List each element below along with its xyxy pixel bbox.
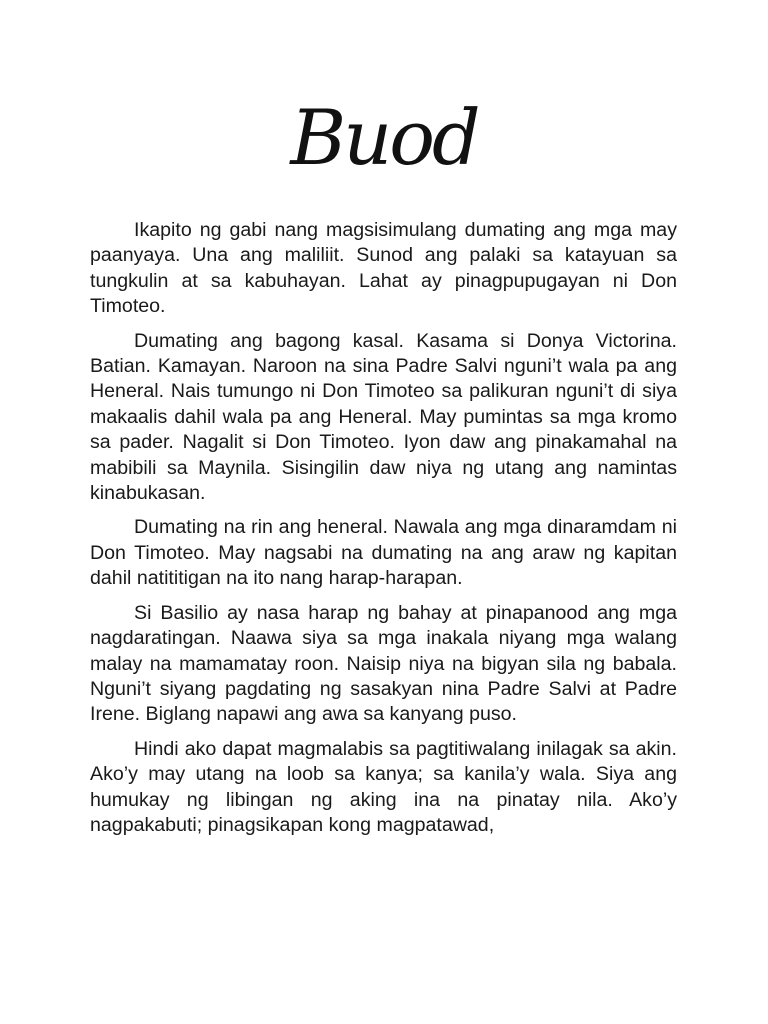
paragraph: Dumating na rin ang heneral. Nawala ang mga dinaramdam ni Don Timoteo. May nagsabi na dumating na ang araw ng kapitan dahil natititigan na ito nang harap-harapan. [90,516,677,590]
body-text [90,218,677,847]
paragraph: Si Basilio ay nasa harap ng bahay at pinapanood ang mga nagdaratingan. Naawa siya sa mga inakala niyang mga walang malay na mamamatay roon. Naisip niya na bigyan sila ng babala. Nguni’t siyang pagdating ng sasakyan nina Padre Salvi at Padre Irene. Biglang napawi ang awa sa kanyang puso. [90,601,677,726]
paragraph: Ikapito ng gabi nang magsisimulang dumating ang mga may paanyaya. Una ang maliliit. Sunod ang palaki sa katayuan sa tungkulin at sa kabuhayan. Lahat ay pinagpupugayan ni Don Timoteo. [90,219,677,318]
paragraph: Hindi ako dapat magmalabis sa pagtitiwalang inilagak sa akin. Ako’y may utang na loob sa kanya; sa kanila’y wala. Siya ang humukay ng libingan ng aking ina na pinatay nila. Ako’y nagpakabuti; pinagsikapan kong magpatawad, [90,737,677,836]
paragraph: Dumating ang bagong kasal. Kasama si Donya Victorina. Batian. Kamayan. Naroon na sina Padre Salvi nguni’t wala pa ang Heneral. Nais tumungo ni Don Timoteo sa palikuran nguni’t di siya makaalis dahil wala pa ang Heneral. May pumintas sa mga kromo sa pader. Nagalit si Don Timoteo. Iyon daw ang pinakamahal na mabibili sa Maynila. Sisingilin daw niya ng utang ang namintas kinabukasan. [90,329,677,505]
page-title: Buod [290,93,478,182]
